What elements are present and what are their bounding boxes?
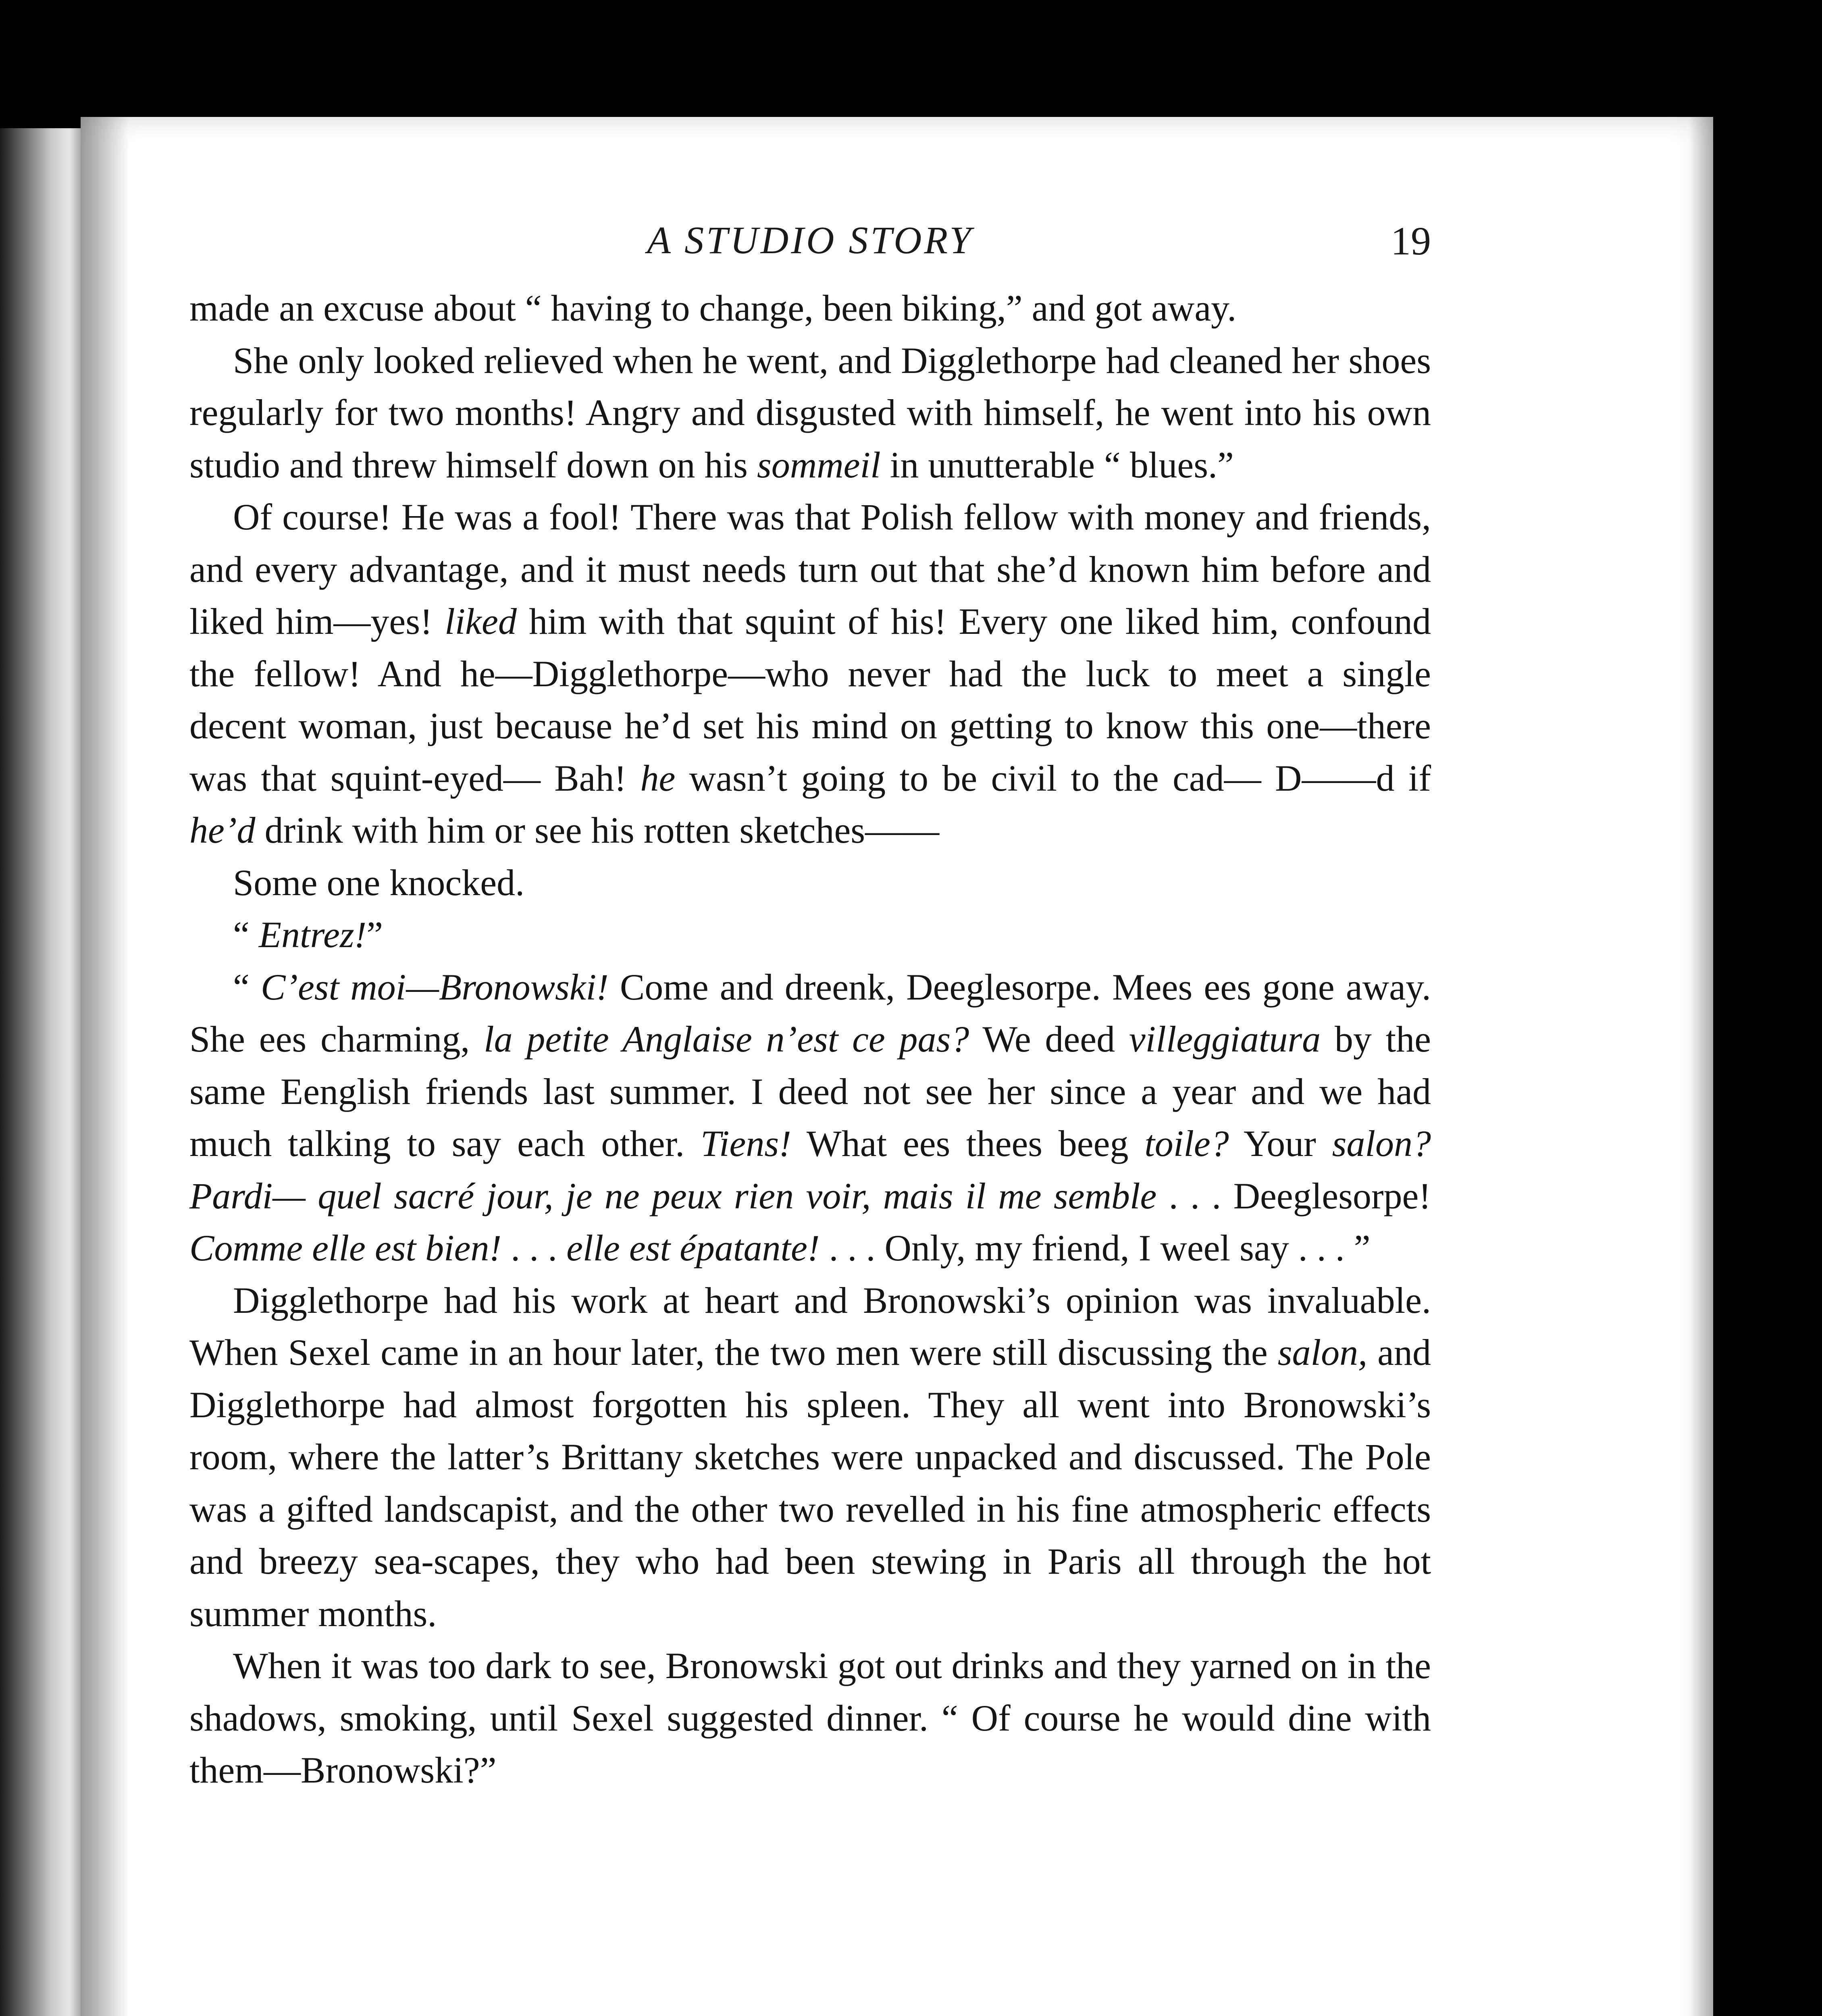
- paragraph: [189, 282, 1431, 335]
- text-run: When it was too dark to see, Bronowski got out drinks and they yarned on in the shadows, smoking, until Sexel suggested dinner. “ Of course he would dine with them—Bronowski?”: [189, 1645, 1431, 1791]
- italic-run: Pardi— quel sacré jour, je ne peux rien voir, mais il me semble: [189, 1175, 1157, 1216]
- text-run: wasn’t going to be civil to the cad— D——d if: [675, 757, 1431, 799]
- running-title: A STUDIO STORY: [647, 219, 973, 262]
- page-number: 19: [1391, 219, 1431, 263]
- text-run: Of course! He was a fool! There was that Polish fellow with money and friends, and every advantage, and it must needs turn out that she’d known him before and liked him—yes!: [189, 496, 1431, 642]
- text-run: Your: [1229, 1123, 1332, 1164]
- italic-run: he: [640, 757, 676, 799]
- text-run: . . . Only, my friend, I weel say . . . ”: [819, 1227, 1371, 1268]
- italic-run: villeggiatura: [1129, 1018, 1321, 1060]
- paragraph: [189, 1275, 1431, 1640]
- text-run: Come and dreenk, Deeglesorpe. Mees ees gone away. She ees charming,: [189, 966, 1431, 1060]
- italic-run: salon?: [1332, 1123, 1431, 1164]
- italic-run: Comme elle est bien!: [189, 1227, 502, 1268]
- text-run: ”: [366, 914, 383, 955]
- paragraph: [189, 1640, 1431, 1797]
- previous-page-edge: [0, 128, 93, 2016]
- italic-run: he’d: [189, 810, 256, 851]
- italic-run: elle est épatante!: [566, 1227, 820, 1268]
- text-run: She only looked relieved when he went, and Digglethorpe had cleaned her shoes regularly for two months! Angry and disgusted with himself, he went into his own studio and threw himself down on his: [189, 339, 1431, 485]
- paragraph: [189, 909, 1431, 961]
- italic-run: la petite Anglaise n’est ce pas?: [484, 1018, 969, 1060]
- text-run: . . . Deeglesorpe!: [1156, 1175, 1431, 1216]
- paragraph: [189, 961, 1431, 1275]
- italic-run: toile?: [1144, 1123, 1229, 1164]
- text-run: drink with him or see his rotten sketches——: [255, 810, 940, 851]
- paragraph: [189, 857, 1431, 909]
- text-run: made an excuse about “ having to change, been biking,” and got away.: [189, 287, 1237, 329]
- text-run: Some one knocked.: [233, 862, 525, 903]
- page-header: [189, 218, 1431, 274]
- italic-run: Tiens!: [700, 1123, 791, 1164]
- text-run: him with that squint of his! Every one liked him, confound the fellow! And he—Digglethorpe—who never had the luck to meet a single decent woman, just because he’d set his mind on getting to know this one—there was that squint-eyed— Bah!: [189, 601, 1431, 799]
- page-edge-shadow: [1689, 117, 1713, 2016]
- text-run: “: [233, 914, 259, 955]
- paragraph: [189, 491, 1431, 857]
- spine-shadow: [81, 117, 129, 2016]
- text-run: What ees thees beeg: [791, 1123, 1145, 1164]
- italic-run: C’est moi—Bronowski!: [260, 966, 609, 1008]
- text-run: We deed: [969, 1018, 1129, 1060]
- text-run: “: [233, 966, 261, 1008]
- italic-run: liked: [445, 601, 517, 642]
- italic-run: salon,: [1277, 1332, 1368, 1373]
- paragraph: [189, 335, 1431, 492]
- italic-run: Entrez!: [258, 914, 367, 955]
- text-run: by the same Eenglish friends last summer. I deed not see her since a year and we had much talking to say each other.: [189, 1018, 1431, 1164]
- text-run: in unutterable “ blues.”: [880, 444, 1234, 485]
- italic-run: sommeil: [757, 444, 881, 485]
- text-run: Digglethorpe had his work at heart and Bronowski’s opinion was invaluable. When Sexel came in an hour later, the two men were still discussing the: [189, 1279, 1431, 1373]
- body-text: [189, 282, 1431, 1797]
- text-run: and Digglethorpe had almost forgotten his spleen. They all went into Bronowski’s room, where the latter’s Brittany sketches were unpacked and discussed. The Pole was a gifted landscapist, and the other two revelled in his fine atmospheric effects and breezy sea-scapes, they who had been stewing in Paris all through the hot summer months.: [189, 1332, 1431, 1634]
- text-run: . . .: [501, 1227, 567, 1268]
